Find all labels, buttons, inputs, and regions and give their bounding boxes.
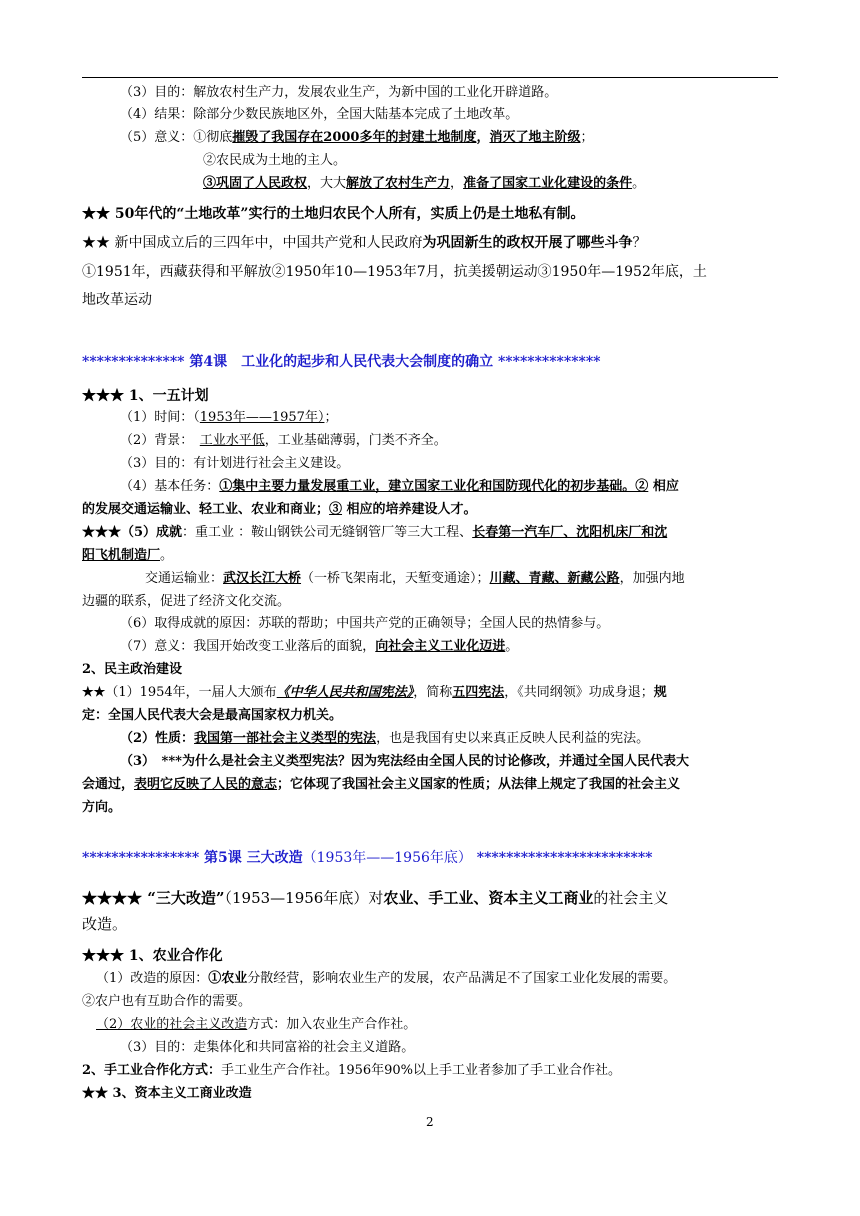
text-line: 方向。 bbox=[82, 800, 122, 815]
text-span: （7）意义：我国开始改变工业落后的面貌， bbox=[120, 639, 376, 654]
underlined-term: ③巩固了人民政权 bbox=[203, 176, 308, 191]
text-line: （4）结果：除部分少数民族地区外，全国大陆基本完成了土地改革。 bbox=[120, 107, 519, 122]
bold-term: ①农业 bbox=[208, 971, 248, 986]
text-span: （一桥飞架南北，天堑变通途）； bbox=[301, 571, 490, 586]
section-heading bbox=[82, 385, 782, 407]
text-span: **************** 第5课 三大改造 bbox=[82, 850, 303, 866]
text-line bbox=[120, 477, 820, 497]
text-line: 地改革运动 bbox=[82, 292, 152, 308]
bold-term: （3） *** bbox=[120, 754, 182, 769]
lesson-5-heading bbox=[82, 848, 782, 868]
page-number: 2 bbox=[426, 1115, 434, 1129]
stars: ★★★ bbox=[82, 948, 129, 964]
underlined-term: 工业水平低 bbox=[199, 433, 265, 448]
text-line bbox=[96, 969, 796, 989]
key-point bbox=[82, 886, 782, 910]
text-line bbox=[82, 500, 782, 520]
key-point bbox=[82, 232, 782, 254]
text-span: （2）背景： bbox=[120, 433, 200, 448]
underlined-term: 摧毁了我国存在2000多年的封建土地制度 bbox=[232, 130, 477, 145]
section-heading bbox=[82, 945, 782, 967]
underlined-term: 武汉长江大桥 bbox=[223, 571, 302, 586]
text-span: （4）基本任务： bbox=[120, 479, 220, 494]
bold-term: 为什么是社会主义类型宪法？因为宪法经由全国人民的讨论修改，并通过全国人民代表大 bbox=[181, 754, 689, 769]
text-line: （3）目的：走集体化和共同富裕的社会主义道路。 bbox=[120, 1040, 415, 1055]
underlined-term: 1953年——1957年） bbox=[199, 410, 325, 425]
bold-term: 3、资本主义工商业改造 bbox=[112, 1086, 252, 1101]
text-line: 定：全国人民代表大会是最高国家权力机关。 bbox=[82, 708, 343, 723]
text-span: ，工业基础薄弱，门类不齐全。 bbox=[264, 433, 447, 448]
text-line: （3）目的：解放农村生产力，发展农业生产，为新中国的工业化开辟道路。 bbox=[120, 85, 558, 100]
bold-term: 农业、手工业、资本主义工商业 bbox=[383, 889, 594, 907]
lesson-4-heading: ************** 第4课 工业化的起步和人民代表大会制度的确立 ************** bbox=[82, 354, 601, 370]
text-line: 边疆的联系，促进了经济文化交流。 bbox=[82, 594, 291, 609]
text-line bbox=[82, 546, 782, 566]
text-line: ①1951年，西藏获得和平解放②1950年10—1953年7月，抗美援朝运动③1950年—1952年底，土 bbox=[82, 264, 707, 280]
underlined-term: 五四宪法 bbox=[452, 685, 505, 700]
text-span: ，加强内地 bbox=[619, 571, 685, 586]
key-point: ★★ 50年代的“土地改革”实行的土地归农民个人所有，实质上仍是土地私有制。 bbox=[82, 206, 585, 222]
text-span: ，简称 bbox=[413, 685, 453, 700]
bold-term: ★★★★ “三大改造” bbox=[82, 889, 225, 907]
text-span: ； bbox=[324, 410, 338, 425]
section-heading bbox=[82, 1084, 782, 1104]
text-line bbox=[145, 569, 845, 589]
bold-term: 1、农业合作化 bbox=[128, 948, 223, 964]
text-span: ； bbox=[580, 130, 594, 145]
underlined-term: 消灭了地主阶级 bbox=[489, 130, 581, 145]
bold-term: 会通过， bbox=[82, 777, 135, 792]
text-span: （1）改造的原因： bbox=[96, 971, 209, 986]
text-span: 交通运输业： bbox=[145, 571, 224, 586]
bold-term: 的发展交通运输业、轻工业、农业和商业； bbox=[82, 502, 330, 517]
text-span: 。 bbox=[505, 639, 519, 654]
text-span: 方式：加入农业生产合作社。 bbox=[247, 1017, 417, 1032]
text-span: （1）时间：（ bbox=[120, 410, 200, 425]
text-span: （5）意义：①彻底 bbox=[120, 130, 233, 145]
text-line bbox=[120, 408, 820, 428]
bold-term: 相应 bbox=[648, 479, 679, 494]
text-span: 。 bbox=[160, 548, 174, 563]
bold-term: 2、手工业合作化方式： bbox=[82, 1063, 222, 1078]
bold-term: ★★★（5）成就 bbox=[82, 525, 183, 540]
text-line bbox=[120, 637, 820, 657]
text-span: ★★ 新中国成立后的三四年中，中国共产党和人民政府 bbox=[82, 235, 423, 251]
bold-term: （2）性质： bbox=[120, 731, 195, 746]
header-rule bbox=[82, 77, 778, 78]
text-line bbox=[120, 729, 820, 749]
text-span: （1953年——1956年底） bbox=[302, 850, 472, 866]
text-span: ， bbox=[450, 176, 464, 191]
section-heading: 2、民主政治建设 bbox=[82, 662, 183, 677]
text-span: 手工业生产合作社。1956年90%以上手工业者参加了手工业合作社。 bbox=[221, 1063, 622, 1078]
text-line bbox=[120, 752, 820, 772]
text-span: ，《共同纲领》功成身退； bbox=[504, 685, 654, 700]
text-span: ，也是我国有史以来真正反映人民利益的宪法。 bbox=[376, 731, 650, 746]
text-line bbox=[120, 431, 820, 451]
text-span: ？ bbox=[632, 235, 647, 251]
underlined-term: 向社会主义工业化迈进 bbox=[375, 639, 506, 654]
underlined-term: 表明它反映了人民的意志 bbox=[134, 777, 278, 792]
text-line bbox=[82, 1061, 782, 1081]
text-line bbox=[120, 128, 820, 148]
underlined-term: 《中华人民共和国宪法》 bbox=[276, 685, 414, 700]
stars: ★★★ bbox=[82, 388, 129, 404]
text-span: （1）1954年，一届人大颁布 bbox=[105, 685, 277, 700]
bold-term: 为巩固新生的政权开展了哪些斗争 bbox=[422, 235, 633, 251]
underlined-term: 长春第一汽车厂、沈阳机床厂和沈 bbox=[472, 525, 668, 540]
text-line bbox=[82, 775, 782, 795]
text-line: （3）目的：有计划进行社会主义建设。 bbox=[120, 456, 350, 471]
text-span: ************************ bbox=[471, 850, 653, 866]
underlined-term: 我国第一部社会主义类型的宪法 bbox=[194, 731, 377, 746]
underlined-term: ①集中主要力量发展重工业，建立国家工业化和国防现代化的初步基础。② bbox=[219, 479, 649, 494]
text-line bbox=[82, 683, 782, 703]
stars: ★★ bbox=[82, 685, 106, 700]
text-line bbox=[96, 1015, 796, 1035]
underlined-term: （2）农业的社会主义改造 bbox=[96, 1017, 248, 1032]
stars: ★★ bbox=[82, 1086, 113, 1101]
text-span: 的社会主义 bbox=[593, 889, 669, 907]
bold-term: 规 bbox=[653, 685, 667, 700]
underlined-term: 准备了国家工业化建设的条件 bbox=[463, 176, 633, 191]
text-line: ②农户也有互助合作的需要。 bbox=[82, 994, 252, 1009]
bold-term: 1、一五计划 bbox=[128, 388, 209, 404]
text-span: ，大大 bbox=[307, 176, 347, 191]
text-span: ， bbox=[476, 130, 490, 145]
text-span: 。 bbox=[632, 176, 646, 191]
text-line: ②农民成为土地的主人。 bbox=[203, 153, 347, 168]
text-line: 改造。 bbox=[82, 915, 128, 933]
underlined-term: 川藏、青藏、新藏公路 bbox=[489, 571, 620, 586]
text-line: （6）取得成就的原因：苏联的帮助；中国共产党的正确领导；全国人民的热情参与。 bbox=[120, 616, 610, 631]
underlined-term: ③ bbox=[329, 502, 343, 517]
text-span: （1953—1956年底）对 bbox=[224, 889, 384, 907]
bold-term: 相应的培养建设人才。 bbox=[342, 502, 477, 517]
bold-term: ；它体现了我国社会主义国家的性质；从法律上规定了我国的社会主义 bbox=[277, 777, 681, 792]
text-line bbox=[82, 523, 782, 543]
text-span: 分散经营，影响农业生产的发展，农产品满足不了国家工业化发展的需要。 bbox=[247, 971, 677, 986]
text-span: ：重工业 ：鞍山钢铁公司无缝钢管厂等三大工程、 bbox=[182, 525, 473, 540]
text-line bbox=[203, 174, 860, 194]
underlined-term: 解放了农村生产力 bbox=[346, 176, 451, 191]
underlined-term: 阳飞机制造厂 bbox=[82, 548, 161, 563]
